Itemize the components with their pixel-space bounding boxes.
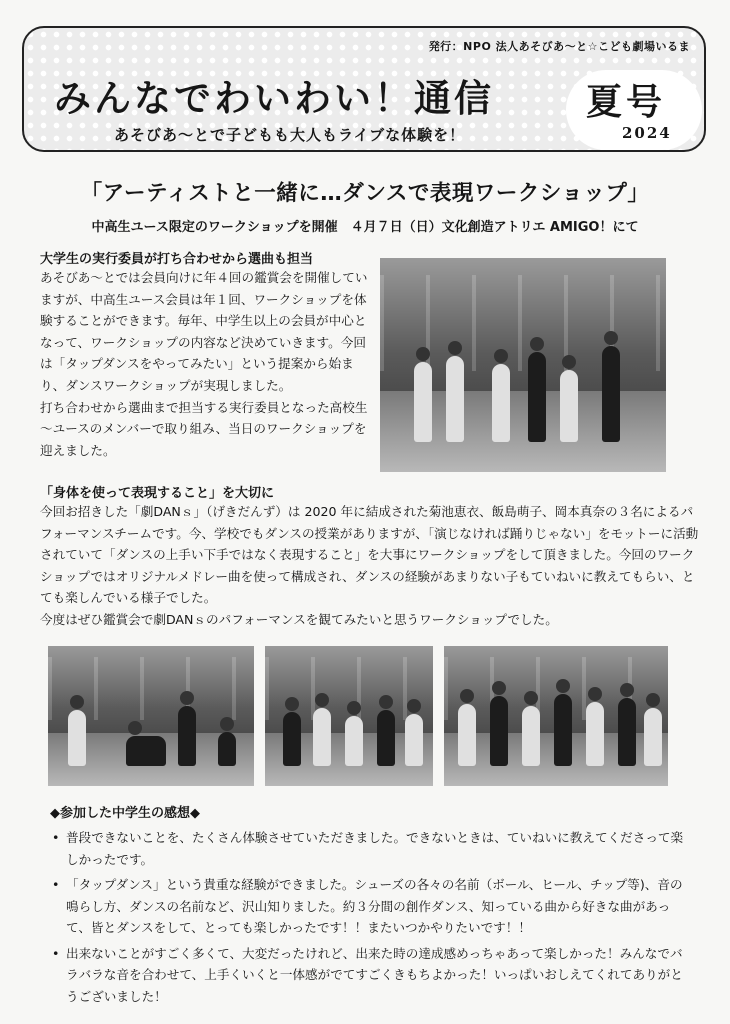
feedback-list — [50, 827, 690, 1007]
newsletter-header — [22, 26, 706, 152]
section-heading: 「身体を使って表現すること」を大切に — [40, 486, 275, 501]
issue-season: 夏号 — [586, 81, 667, 123]
section-planning — [40, 248, 370, 461]
section-body: あそびあ～とでは会員向けに年４回の鑑賞会を開催していますが、中高生ユース会員は年１回、ワークショップを体験することができます。毎年、中学生以上の会員が中心となって、ワークショップの内容など決めていきます。今回は「タップダンスをやってみたい」という提案から始まり、ダンスワークショップが実現しました。 — [40, 270, 368, 393]
issue-year: 2024 — [622, 124, 672, 142]
section-heading: 大学生の実行委員が打ち合わせから選曲も担当 — [40, 252, 314, 267]
section-body: 今回お招きした「劇DANｓ」（げきだんず）は 2020 年に結成された菊池恵衣、飯島萌子、岡本真奈の３名によるパフォーマンスチームです。今、学校でもダンスの授業がありますが、「演じなければ踊りじゃない」をモットーに活動されていて「ダンスの上手い下手ではなく表現すること」を大事にワークショップをして頂きました。今回のワークショップではオリジナルメドレー曲を使って構成され、ダンスの経験があまりない子もていねいに教えてもらい、とても楽しんでいる様子でした。 — [40, 504, 699, 606]
section-body: 今度はぜひ鑑賞会で劇DANｓのパフォーマンスを観てみたいと思うワークショップでした。 — [40, 611, 558, 627]
workshop-photo-floor — [48, 646, 254, 786]
workshop-photo-dance — [265, 646, 433, 786]
newsletter-title: みんなでわいわい！通信 — [54, 76, 494, 120]
participant-feedback — [50, 802, 690, 1011]
section-expression — [40, 482, 700, 631]
publisher-line: 発行：NPO 法人あそびあ～と☆こども劇場いるま — [428, 40, 690, 53]
workshop-photo-circle — [380, 258, 666, 472]
issue-badge — [566, 70, 702, 150]
event-info: 中高生ユース限定のワークショップを開催 ４月７日（日）文化創造アトリエ AMIGO！にて — [91, 220, 639, 235]
feedback-item: • 普段できないことを、たくさん体験させていただきました。できないときは、ていねいに教えてくださって楽しかったです。 — [50, 827, 690, 870]
feedback-item: • 「タップダンス」という貴重な経験ができました。シューズの各々の名前（ボール、ヒール、チップ等)、音の鳴らし方、ダンスの名前など、沢山知りました。約３分間の創作ダンス、知っている曲から好きな曲があって、皆とダンスをして、とっても楽しかったです！！またいつかやりたいです！！ — [50, 874, 690, 939]
section-body: 打ち合わせから選曲まで担当する実行委員となった高校生～ユースのメンバーで取り組み、当日のワークショップを迎えました。 — [40, 399, 368, 458]
tagline: あそびあ～とで子どもも大人もライブな体験を！ — [114, 126, 466, 144]
article-headline: 「アーティストと一緒に…ダンスで表現ワークショップ」 — [80, 181, 650, 206]
workshop-photo-group — [444, 646, 668, 786]
feedback-item: • 出来ないことがすごく多くて、大変だったけれど、出来た時の達成感めっちゃあって楽しかった！みんなでバラバラな音を合わせて、上手くいくと一体感がでてすごくきもちよかった！いっぱいおしえてくれてありがとうございました！ — [50, 943, 690, 1008]
feedback-title: ◆参加した中学生の感想◆ — [50, 806, 200, 821]
